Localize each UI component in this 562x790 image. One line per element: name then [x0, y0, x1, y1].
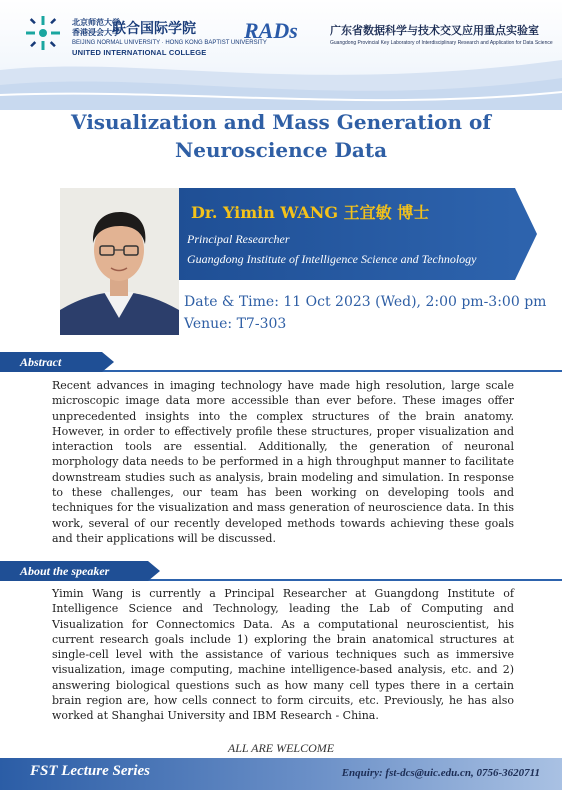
- talk-title: [0, 108, 562, 164]
- event-venue: Venue: T7-303: [184, 316, 287, 332]
- about-heading: About the speaker: [0, 561, 148, 581]
- abstract-heading: Abstract: [0, 352, 102, 372]
- speaker-portrait-image: [60, 188, 179, 335]
- poster-footer: [0, 758, 562, 790]
- poster-header: [0, 0, 562, 110]
- rads-logo-text: RADs: [244, 18, 298, 43]
- lab-en-name: Guangdong Provincial Key Laboratory of Interdisciplinary Research and Application for Data Science: [330, 40, 553, 46]
- lecture-series: FST Lecture Series: [30, 763, 150, 779]
- welcome-note: ALL ARE WELCOME: [227, 741, 335, 755]
- enquiry-contact: Enquiry: fst-dcs@uic.edu.cn, 0756-3620711: [341, 767, 540, 779]
- abstract-text: Recent advances in imaging technology have made high resolution, large scale microscopic image data more accessible than ever before. These images offer unprecedented insights into the complex structures of the brain anatomy. However, in order to effectively profile these structures, proper visualization and interaction tools are essential. Additionally, the generation of neuronal morphology data needs to be performed in a high throughput manner to facilitate downstream studies such as analysis, brain modeling and simulation. In response to these challenges, our team has been working on developing tools and techniques for the visualization and mass generation of neuroscience data. In this work, several of our recently developed methods towards achieving these goals and their applications will be discussed.: [52, 379, 514, 545]
- uic-logo-icon: [24, 14, 62, 52]
- talk-title-line1: Visualization and Mass Generation of: [71, 110, 491, 134]
- speaker-name-box: [179, 188, 515, 280]
- about-text: Yimin Wang is currently a Principal Researcher at Guangdong Institute of Intelligence Science and Technology, leading the Lab of Computing and Visualization for Connectomics Data. As a computational neuroscientist, his current research goals include 1) exploring the brain anatomical structures at single-cell level with the assistance of various techniques such as immersive visualization, image computing, machine intelligence-based analysis, etc. and 2) answering biological questions such as how many cell types there in a certain brain region are, how cells connect to form circuits, etc. Previously, he has also worked at Shanghai University and IBM Research - China.: [52, 587, 514, 723]
- talk-title-line2: Neuroscience Data: [174, 138, 388, 162]
- event-datetime: Date & Time: 11 Oct 2023 (Wed), 2:00 pm-3:00 pm: [184, 294, 547, 310]
- uic-cn-small: 北京师范大学 香港浸会大学: [72, 18, 120, 37]
- uic-en-name: UNITED INTERNATIONAL COLLEGE: [72, 48, 207, 57]
- speaker-role: Principal Researcher: [187, 232, 290, 246]
- speaker-photo: [60, 188, 179, 335]
- rads-logo: [244, 18, 298, 44]
- speaker-institute: Guangdong Institute of Intelligence Science and Technology: [187, 252, 477, 266]
- speaker-name: Dr. Yimin WANG 王宜敏 博士: [191, 203, 430, 222]
- uic-cn-name: 联合国际学院: [112, 21, 196, 37]
- lab-cn-name: 广东省数据科学与技术交叉应用重点实验室: [330, 24, 539, 37]
- uic-en-universities: BEIJING NORMAL UNIVERSITY · HONG KONG BAPTIST UNIVERSITY: [72, 40, 267, 46]
